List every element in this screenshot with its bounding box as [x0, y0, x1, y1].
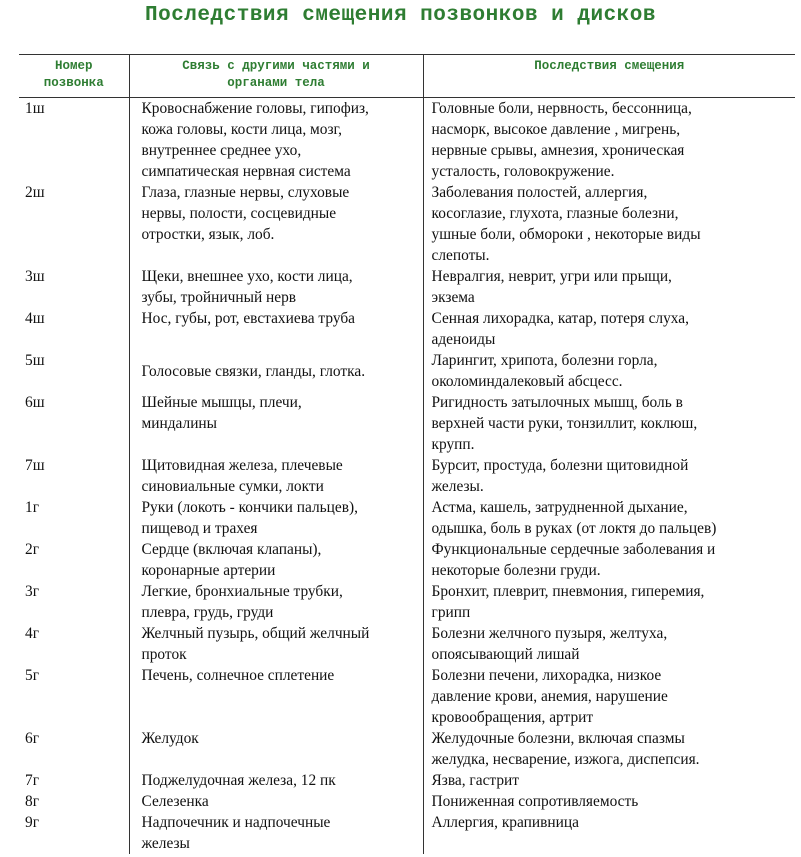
consequence-line: аденоиды — [431, 331, 496, 348]
relation-line: Кровоснабжение головы, гипофиз, — [141, 100, 369, 117]
consequence-line: Аллергия, крапивница — [431, 814, 579, 831]
relation-line: Надпочечник и надпочечные — [141, 814, 331, 831]
vertebra-number: 1ш — [25, 100, 45, 117]
consequence-line: грипп — [431, 604, 471, 621]
table-row — [19, 728, 795, 770]
relation-line: Щитовидная железа, плечевые — [141, 457, 343, 474]
relation-line: Легкие, бронхиальные трубки, — [141, 583, 343, 600]
relation-line: Желудок — [141, 730, 199, 747]
relation-cell — [129, 182, 423, 266]
consequence-line: Астма, кашель, затрудненной дыхание, — [431, 499, 688, 516]
relation-line: симпатическая нервная система — [141, 163, 351, 180]
relation-line: миндалины — [141, 415, 218, 432]
consequence-line: усталость, головокружение. — [431, 163, 615, 180]
relation-line: внутреннее среднее ухо, — [141, 142, 302, 159]
relation-line: пищевод и трахея — [141, 520, 258, 537]
consequence-cell — [423, 791, 795, 812]
vertebra-number: 2г — [25, 541, 40, 558]
table-row — [19, 539, 795, 581]
relation-line: Печень, солнечное сплетение — [141, 667, 335, 684]
vertebra-number: 8г — [25, 793, 40, 810]
relation-cell — [129, 623, 423, 665]
consequence-line: ушные боли, обмороки , некоторые виды — [431, 226, 701, 243]
consequence-line: нервные срывы, амнезия, хроническая — [431, 142, 685, 159]
consequence-line: одышка, боль в руках (от локтя до пальцев) — [431, 520, 717, 537]
consequence-line: давление крови, анемия, нарушение — [431, 688, 668, 705]
relation-line: плевра, грудь, груди — [141, 604, 274, 621]
table-row — [19, 182, 795, 266]
header-vertebra-number — [19, 55, 129, 98]
vertebra-number: 2ш — [25, 184, 45, 201]
relation-line: железы — [141, 835, 190, 852]
relation-cell — [129, 392, 423, 455]
vertebra-number: 4ш — [25, 310, 45, 327]
relation-cell — [129, 812, 423, 854]
table-row — [19, 497, 795, 539]
relation-cell — [129, 308, 423, 350]
consequence-cell — [423, 182, 795, 266]
consequence-line: околоминдалековый абсцесс. — [431, 373, 623, 390]
relation-line: Руки (локоть - кончики пальцев), — [141, 499, 358, 516]
consequence-line: крупп. — [431, 436, 475, 453]
relation-cell — [129, 665, 423, 728]
relation-line: Селезенка — [141, 793, 209, 810]
consequence-line: Ригидность затылочных мышц, боль в — [431, 394, 683, 411]
relation-line: Нос, губы, рот, евстахиева труба — [141, 310, 355, 327]
relation-line: отростки, язык, лоб. — [141, 226, 275, 243]
consequence-line: Пониженная сопротивляемость — [431, 793, 639, 810]
relation-line: Щеки, внешнее ухо, кости лица, — [141, 268, 353, 285]
consequence-line: Функциональные сердечные заболевания и — [431, 541, 716, 558]
relation-line: Шейные мышцы, плечи, — [141, 394, 302, 411]
table-row — [19, 350, 795, 392]
consequence-line: Бронхит, плеврит, пневмония, гиперемия, — [431, 583, 705, 600]
relation-line: проток — [141, 646, 187, 663]
consequence-line: Заболевания полостей, аллергия, — [431, 184, 648, 201]
consequence-line: Сенная лихорадка, катар, потеря слуха, — [431, 310, 689, 327]
header-line: позвонка — [43, 76, 104, 90]
table-header-row — [19, 55, 795, 98]
consequence-line: желудка, несварение, изжога, диспепсия. — [431, 751, 700, 768]
consequence-cell — [423, 350, 795, 392]
table-row — [19, 812, 795, 854]
consequence-line: косоглазие, глухота, глазные болезни, — [431, 205, 679, 222]
header-line: органами тела — [227, 76, 325, 90]
table-row — [19, 791, 795, 812]
relation-cell — [129, 98, 423, 183]
relation-line: кожа головы, кости лица, мозг, — [141, 121, 342, 138]
consequence-line: некоторые болезни груди. — [431, 562, 601, 579]
vertebra-number: 1г — [25, 499, 40, 516]
consequence-cell — [423, 665, 795, 728]
consequence-cell — [423, 728, 795, 770]
consequence-line: Бурсит, простуда, болезни щитовидной — [431, 457, 689, 474]
consequence-cell — [423, 581, 795, 623]
relation-line: Сердце (включая клапаны), — [141, 541, 322, 558]
table-row — [19, 455, 795, 497]
header-line: Номер — [54, 59, 93, 73]
table-row — [19, 392, 795, 455]
relation-line: коронарные артерии — [141, 562, 276, 579]
consequence-line: насморк, высокое давление , мигрень, — [431, 121, 681, 138]
consequence-cell — [423, 812, 795, 854]
consequence-line: кровообращения, артрит — [431, 709, 594, 726]
vertebra-number: 5г — [25, 667, 40, 684]
consequence-cell — [423, 623, 795, 665]
header-line: Последствия смещения — [534, 59, 685, 73]
consequence-cell — [423, 308, 795, 350]
consequence-line: Головные боли, нервность, бессонница, — [431, 100, 692, 117]
vertebrae-table — [19, 54, 795, 854]
consequence-line: Болезни желчного пузыря, желтуха, — [431, 625, 668, 642]
relation-cell — [129, 770, 423, 791]
vertebra-number: 3ш — [25, 268, 45, 285]
vertebra-number: 6г — [25, 730, 40, 747]
consequence-line: верхней части руки, тонзиллит, коклюш, — [431, 415, 698, 432]
consequence-cell — [423, 539, 795, 581]
table-row — [19, 770, 795, 791]
header-relation — [129, 55, 423, 98]
relation-line: Глаза, глазные нервы, слуховые — [141, 184, 350, 201]
consequence-cell — [423, 98, 795, 183]
vertebra-number: 9г — [25, 814, 40, 831]
table-row — [19, 581, 795, 623]
relation-line: нервы, полости, сосцевидные — [141, 205, 337, 222]
consequence-line: Невралгия, неврит, угри или прыщи, — [431, 268, 672, 285]
vertebra-number: 3г — [25, 583, 40, 600]
relation-cell — [129, 539, 423, 581]
page-title: Последствия смещения позвонков и дисков — [145, 4, 656, 27]
relation-cell — [129, 791, 423, 812]
header-consequence — [423, 55, 795, 98]
consequence-line: Язва, гастрит — [431, 772, 519, 789]
consequence-cell — [423, 455, 795, 497]
consequence-cell — [423, 392, 795, 455]
table-body — [19, 98, 795, 855]
relation-line: Желчный пузырь, общий желчный — [141, 625, 370, 642]
consequence-line: слепоты. — [431, 247, 490, 264]
consequence-line: Ларингит, хрипота, болезни горла, — [431, 352, 658, 369]
consequence-cell — [423, 266, 795, 308]
consequence-line: Желудочные болезни, включая спазмы — [431, 730, 685, 747]
relation-cell — [129, 497, 423, 539]
header-line: Связь с другими частями и — [182, 59, 370, 73]
vertebra-number: 4г — [25, 625, 40, 642]
relation-line: Голосовые связки, гланды, глотка. — [141, 363, 366, 380]
table-row — [19, 308, 795, 350]
relation-cell — [129, 728, 423, 770]
relation-cell — [129, 581, 423, 623]
table-row — [19, 623, 795, 665]
consequence-cell — [423, 770, 795, 791]
relation-cell — [129, 455, 423, 497]
relation-line: Поджелудочная железа, 12 пк — [141, 772, 336, 789]
consequence-line: опоясывающий лишай — [431, 646, 580, 663]
relation-line: зубы, тройничный нерв — [141, 289, 297, 306]
table-row — [19, 266, 795, 308]
relation-cell — [129, 266, 423, 308]
table-row — [19, 665, 795, 728]
vertebra-number: 7ш — [25, 457, 45, 474]
vertebra-number: 7г — [25, 772, 40, 789]
consequence-line: Болезни печени, лихорадка, низкое — [431, 667, 662, 684]
consequence-line: железы. — [431, 478, 484, 495]
vertebra-number: 5ш — [25, 352, 45, 369]
relation-line: синовиальные сумки, локти — [141, 478, 324, 495]
consequence-line: экзема — [431, 289, 475, 306]
table-row — [19, 98, 795, 183]
consequence-cell — [423, 497, 795, 539]
relation-cell — [129, 350, 423, 392]
vertebra-number: 6ш — [25, 394, 45, 411]
